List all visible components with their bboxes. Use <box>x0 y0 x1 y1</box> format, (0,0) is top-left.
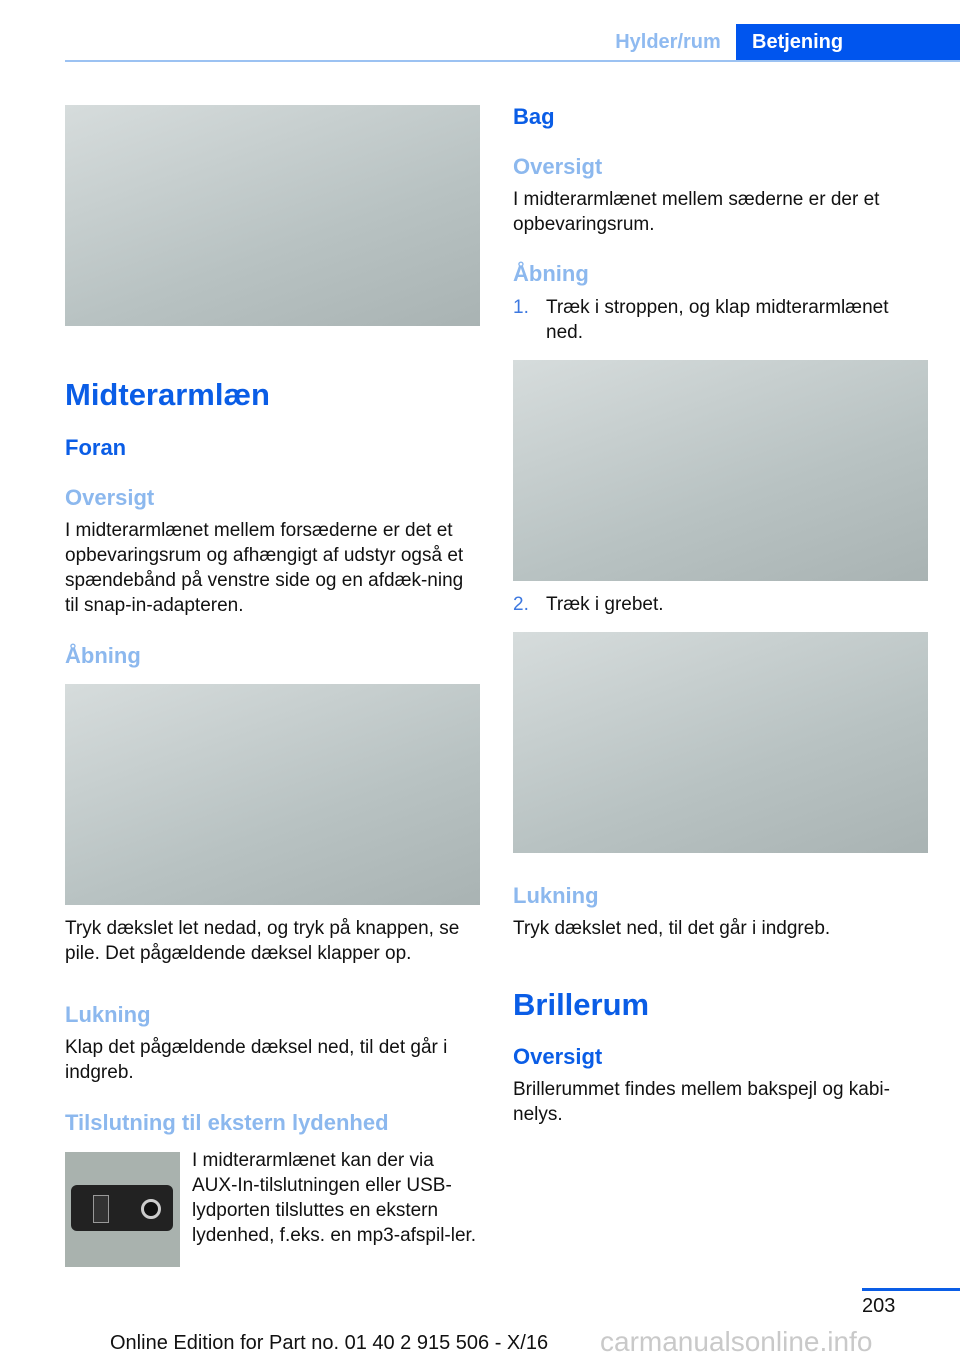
edition-text: Online Edition for Part no. 01 40 2 915 506 - X/16 <box>110 1332 549 1354</box>
front-armrest-image <box>65 684 480 905</box>
aux-usb-image <box>65 1152 180 1267</box>
step-number: 2. <box>513 594 529 615</box>
subsection-title: Foran <box>65 435 127 460</box>
glasses-overview-heading: Oversigt <box>513 1044 603 1069</box>
tab-betjening[interactable]: Betjening <box>736 24 960 61</box>
rear-heading: Bag <box>513 104 555 129</box>
overview-text: I midterarmlænet mellem forsæderne er det et opbevaringsrum og afhængigt af udstyr også et spændebånd på venstre side og en afdæk-ning til snap-in-adapteren. <box>65 520 464 616</box>
rear-seat-strap-image <box>513 360 928 581</box>
aux-text: I midterarmlænet kan der via AUX-In-tilslutningen eller USB-lydporten tilsluttes en ekstern lydenhed, f.eks. en mp3-afspil-ler. <box>192 1150 477 1246</box>
rear-opening-heading: Åbning <box>513 261 589 286</box>
closing-heading: Lukning <box>65 1002 151 1027</box>
step-text: Træk i stroppen, og klap midterarmlænet ned. <box>546 297 889 343</box>
opening-heading: Åbning <box>65 643 141 668</box>
closing-text: Klap det pågældende dæksel ned, til det går i indgreb. <box>65 1037 448 1083</box>
step-text: Træk i grebet. <box>546 594 664 615</box>
usb-aux-port-icon <box>71 1185 173 1231</box>
rear-closing-text: Tryk dækslet ned, til det går i indgreb. <box>513 918 831 939</box>
page-number-rule <box>862 1288 960 1291</box>
header-rule <box>65 60 960 62</box>
rear-overview-text: I midterarmlænet mellem sæderne er der et opbevaringsrum. <box>513 189 880 235</box>
rear-armrest-image <box>513 632 928 853</box>
glasses-text: Brillerummet findes mellem bakspejl og kabi-nelys. <box>513 1079 890 1125</box>
overview-heading: Oversigt <box>65 485 155 510</box>
rear-seat-image <box>65 105 480 326</box>
opening-text: Tryk dækslet let nedad, og tryk på knappen, se pile. Det pågældende dæksel klapper op. <box>65 918 460 964</box>
rear-closing-heading: Lukning <box>513 883 599 908</box>
step-number: 1. <box>513 297 529 318</box>
watermark: carmanualsonline.info <box>600 1326 873 1357</box>
aux-heading: Tilslutning til ekstern lydenhed <box>65 1110 389 1135</box>
glasses-title: Brillerum <box>513 987 650 1022</box>
tab-hylder-rum[interactable]: Hylder/rum <box>615 31 721 53</box>
page-number: 203 <box>862 1295 896 1317</box>
section-title: Midterarmlæn <box>65 377 270 412</box>
rear-overview-heading: Oversigt <box>513 154 603 179</box>
